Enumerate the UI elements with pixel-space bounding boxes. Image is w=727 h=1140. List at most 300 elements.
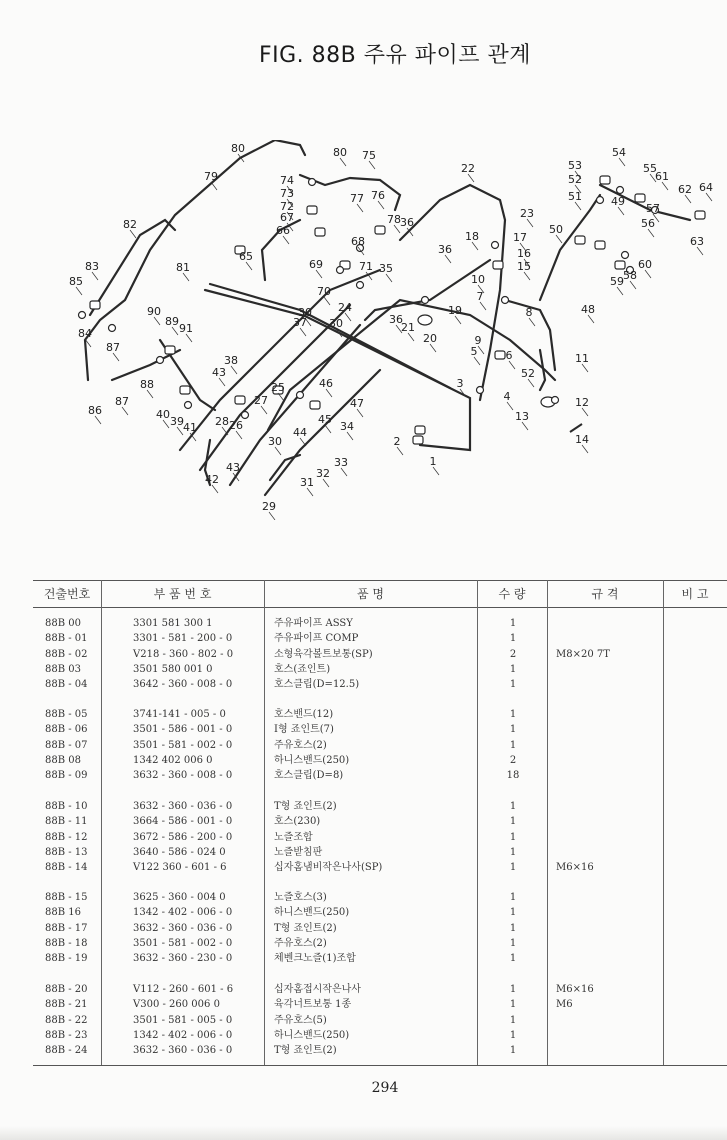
callout-label: 2 [393, 435, 401, 448]
part-name-cell: 호스밴드(12) [274, 709, 334, 720]
clip-part [617, 187, 624, 194]
callout-leader [345, 313, 351, 321]
callout-label: 63 [690, 235, 704, 248]
part-id-cell: 88B - 06 [45, 724, 88, 736]
callout-leader [706, 193, 712, 201]
table-row [33, 722, 727, 737]
callout-label: 85 [69, 275, 83, 288]
callout-leader [507, 402, 513, 410]
part-id-cell: 88B 08 [45, 754, 81, 766]
callout-label: 30 [268, 435, 282, 448]
clip-part [552, 397, 559, 404]
part-number-cell: 3301 - 581 - 200 - 0 [133, 633, 233, 645]
callout-leader [445, 255, 451, 263]
part-id-cell: 88B - 20 [45, 984, 88, 995]
callout-label: 67 [280, 211, 294, 224]
callout-leader [154, 317, 160, 325]
clip-part [477, 387, 484, 394]
callout-label: 14 [575, 433, 589, 446]
callout-leader [323, 479, 329, 487]
callout-leader [283, 236, 289, 244]
exploded-pipe-diagram [0, 140, 727, 520]
callout-label: 43 [212, 366, 226, 379]
callout-label: 54 [612, 146, 626, 159]
part-number-cell: 3632 - 360 - 230 - 0 [133, 953, 233, 965]
callout-label: 19 [448, 304, 462, 317]
qty-cell: 1 [509, 892, 517, 903]
callout-label: 88 [140, 378, 154, 391]
callout-label: 18 [465, 230, 479, 243]
clip-part [337, 267, 344, 274]
spec-cell: M6 [556, 999, 573, 1011]
clip-part [492, 242, 499, 249]
joint-part [595, 241, 605, 249]
page-number: 294 [371, 1080, 399, 1096]
callout-label: 51 [568, 190, 582, 203]
clip-part [622, 252, 629, 259]
qty-cell: 1 [509, 984, 517, 995]
part-number-cell: 3642 - 360 - 008 - 0 [133, 679, 233, 691]
part-id-cell: 88B - 19 [45, 953, 88, 965]
callout-label: 17 [513, 231, 527, 244]
part-name-cell: 육각너트보통 1종 [274, 999, 352, 1011]
callout-label: 22 [461, 162, 475, 175]
part-name-cell: 주유호스(5) [274, 1014, 327, 1026]
callout-label: 38 [224, 354, 238, 367]
callout-label: 83 [85, 260, 99, 273]
callout-label: 31 [300, 476, 314, 489]
callout-label: 46 [319, 377, 333, 390]
callout-label: 61 [655, 170, 669, 183]
screw-part [570, 424, 582, 432]
callout-label: 57 [646, 202, 660, 215]
part-id-cell: 88B - 10 [45, 801, 88, 812]
callout-leader [617, 287, 623, 295]
joint-part [375, 226, 385, 234]
callout-label: 80 [333, 146, 347, 159]
part-number-cell: 3501 - 586 - 001 - 0 [133, 724, 233, 736]
callout-leader [92, 272, 98, 280]
qty-cell: 1 [509, 999, 517, 1011]
qty-cell: 1 [509, 816, 517, 828]
callout-leader [347, 432, 353, 440]
callout-leader [219, 378, 225, 386]
callout-leader [529, 318, 535, 326]
header-qty: 수 량 [498, 587, 526, 601]
callout-leader [524, 272, 530, 280]
callout-leader [172, 327, 178, 335]
callout-leader [275, 447, 281, 455]
callout-label: 43 [226, 461, 240, 474]
clip-part [157, 357, 164, 364]
table-row [33, 1043, 727, 1058]
callout-label: 56 [641, 217, 655, 230]
clip-part [109, 325, 116, 332]
callout-label: 78 [387, 213, 401, 226]
callout-leader [575, 202, 581, 210]
part-number-cell: 3632 - 360 - 036 - 0 [133, 922, 233, 934]
callout-leader [472, 242, 478, 250]
joint-part [315, 228, 325, 236]
joint-part [695, 211, 705, 219]
callout-leader [378, 201, 384, 209]
part-id-cell: 88B - 21 [45, 999, 88, 1011]
table-row [33, 845, 727, 860]
part-id-cell: 88B - 15 [45, 892, 88, 903]
part-name-cell: 체벤크노즐(1)조합 [274, 953, 356, 965]
callout-label: 23 [520, 207, 534, 220]
part-id-cell: 88B - 02 [45, 648, 88, 660]
header-remark: 비 고 [681, 587, 709, 601]
callout-leader [697, 247, 703, 255]
callout-label: 1 [429, 455, 437, 468]
table-row [33, 662, 727, 677]
qty-cell: 1 [509, 1014, 517, 1026]
callout-leader [307, 488, 313, 496]
part-name-cell: 호스(230) [274, 816, 321, 828]
part-name-cell: 주유호스(2) [274, 937, 327, 949]
callout-leader [480, 302, 486, 310]
callout-label: 45 [318, 413, 332, 426]
joint-part [600, 176, 610, 184]
table-row [33, 738, 727, 753]
table-row [33, 616, 727, 631]
clip-part [242, 412, 249, 419]
callout-leader [122, 407, 128, 415]
callout-label: 87 [115, 395, 129, 408]
part-number-cell: 3741-141 - 005 - 0 [133, 709, 226, 720]
part-id-cell: 88B - 18 [45, 937, 88, 949]
fuel-pipe-segment [540, 350, 545, 390]
callout-leader [408, 333, 414, 341]
callout-leader [130, 230, 136, 238]
part-number-cell: 3625 - 360 - 004 0 [133, 892, 226, 903]
callout-label: 30 [298, 306, 312, 319]
callout-label: 44 [293, 426, 307, 439]
callout-label: 48 [581, 303, 595, 316]
qty-cell: 1 [509, 739, 517, 751]
callout-label: 89 [165, 315, 179, 328]
callout-label: 91 [179, 322, 193, 335]
joint-part [235, 396, 245, 404]
joint-part [307, 206, 317, 214]
callout-leader [269, 512, 275, 520]
part-id-cell: 88B - 05 [45, 709, 88, 720]
header-name: 품 명 [357, 587, 384, 601]
table-row [33, 951, 727, 966]
table-row [33, 677, 727, 692]
part-number-cell: 3501 580 001 0 [133, 663, 213, 675]
table-row [33, 799, 727, 814]
callout-label: 26 [229, 419, 243, 432]
joint-part [615, 261, 625, 269]
table-row [33, 860, 727, 875]
table-row [33, 768, 727, 783]
callout-leader [397, 447, 403, 455]
clip-part [185, 402, 192, 409]
callout-leader [163, 420, 169, 428]
callout-leader [340, 158, 346, 166]
fuel-pipe-segment [400, 185, 505, 400]
callout-label: 52 [521, 367, 535, 380]
callout-leader [341, 468, 347, 476]
callout-leader [113, 353, 119, 361]
callout-label: 71 [359, 260, 373, 273]
part-number-cell: 3501 - 581 - 002 - 0 [133, 739, 233, 751]
table-row [33, 631, 727, 646]
part-number-cell: V300 - 260 006 0 [133, 999, 220, 1011]
callout-leader [582, 408, 588, 416]
part-id-cell: 88B - 07 [45, 739, 88, 751]
qty-cell: 1 [509, 846, 517, 858]
qty-cell: 1 [509, 633, 517, 645]
part-id-cell: 88B - 11 [45, 816, 88, 828]
qty-cell: 1 [509, 724, 517, 736]
callout-label: 40 [156, 408, 170, 421]
part-id-cell: 88B - 23 [45, 1029, 88, 1041]
callout-label: 8 [525, 306, 533, 319]
part-id-cell: 88B - 01 [45, 633, 88, 645]
qty-cell: 1 [509, 663, 517, 675]
part-number-cell: 1342 402 006 0 [133, 754, 213, 766]
header-part-number: 부 품 번 호 [153, 587, 212, 601]
callout-label: 10 [471, 273, 485, 286]
part-id-cell: 88B - 09 [45, 770, 88, 782]
callout-label: 73 [280, 187, 294, 200]
callout-label: 70 [317, 285, 331, 298]
callout-label: 74 [280, 174, 294, 187]
joint-part [310, 401, 320, 409]
callout-label: 65 [239, 250, 253, 263]
spec-cell: M8×20 7T [556, 648, 610, 660]
callout-leader [325, 425, 331, 433]
table-row [33, 936, 727, 951]
callout-leader [316, 270, 322, 278]
table-row [33, 1013, 727, 1028]
table-header [33, 580, 727, 608]
header-spec: 규 격 [591, 587, 619, 601]
joint-part [415, 426, 425, 434]
callout-label: 72 [280, 200, 294, 213]
joint-part [165, 346, 175, 354]
callout-leader [357, 204, 363, 212]
clip-part [422, 297, 429, 304]
callout-leader [468, 174, 474, 182]
part-name-cell: 호스(죠인트) [274, 663, 331, 675]
part-number-cell: 3501 - 581 - 002 - 0 [133, 937, 233, 949]
callout-label: 9 [474, 334, 482, 347]
joint-part [493, 261, 503, 269]
callout-leader [324, 297, 330, 305]
callout-label: 4 [503, 390, 511, 403]
callout-leader [300, 328, 306, 336]
clip-part [357, 282, 364, 289]
callout-leader [478, 346, 484, 354]
table-row [33, 982, 727, 997]
part-number-cell: 3664 - 586 - 001 - 0 [133, 816, 233, 828]
callout-label: 86 [88, 404, 102, 417]
part-id-cell: 88B 16 [45, 907, 81, 919]
nozzle-part [418, 315, 432, 325]
part-name-cell: T형 죠인트(2) [274, 922, 337, 934]
callout-leader [556, 235, 562, 243]
callout-leader [212, 485, 218, 493]
callout-leader [261, 406, 267, 414]
clip-part [502, 297, 509, 304]
part-name-cell: T형 죠인트(2) [274, 1045, 337, 1057]
callout-label: 32 [316, 467, 330, 480]
table-row [33, 830, 727, 845]
callout-leader [662, 182, 668, 190]
clip-part [597, 197, 604, 204]
callout-label: 35 [379, 262, 393, 275]
part-id-cell: 88B 00 [45, 618, 81, 629]
qty-cell: 1 [509, 831, 517, 843]
part-name-cell: 하니스밴드(250) [274, 754, 350, 766]
callout-leader [582, 445, 588, 453]
joint-part [180, 386, 190, 394]
part-id-cell: 88B - 22 [45, 1014, 88, 1026]
callout-leader [300, 438, 306, 446]
callout-leader [246, 262, 252, 270]
callout-leader [528, 379, 534, 387]
callout-leader [648, 229, 654, 237]
callout-label: 82 [123, 218, 137, 231]
header-part-id: 건출번호 [43, 587, 91, 601]
part-number-cell: V218 - 360 - 802 - 0 [133, 648, 234, 660]
table-row [33, 707, 727, 722]
part-name-cell: 십자홈냄비작은나사(SP) [274, 862, 383, 874]
callout-leader [211, 182, 217, 190]
callout-label: 37 [293, 316, 307, 329]
callout-label: 24 [338, 301, 352, 314]
qty-cell: 1 [509, 937, 517, 949]
callout-label: 39 [170, 415, 184, 428]
callout-label: 36 [438, 243, 452, 256]
qty-cell: 1 [509, 709, 517, 720]
qty-cell: 2 [509, 754, 517, 766]
part-number-cell: 3632 - 360 - 036 - 0 [133, 801, 233, 812]
table-row [33, 753, 727, 768]
table-row [33, 997, 727, 1012]
callout-label: 6 [505, 349, 513, 362]
part-name-cell: 주유파이프 COMP [274, 633, 359, 645]
part-number-cell: 1342 - 402 - 006 - 0 [133, 1029, 233, 1041]
callout-label: 33 [334, 456, 348, 469]
part-name-cell: 호스클립(D=8) [274, 770, 344, 782]
callout-leader [619, 158, 625, 166]
callout-leader [236, 431, 242, 439]
part-id-cell: 88B 03 [45, 663, 81, 675]
callout-leader [186, 334, 192, 342]
qty-cell: 1 [509, 862, 517, 874]
part-number-cell: V122 360 - 601 - 6 [133, 862, 227, 874]
callout-label: 84 [78, 327, 92, 340]
part-number-cell: 3301 581 300 1 [133, 618, 213, 629]
part-name-cell: 노즐받침판 [274, 846, 323, 858]
qty-cell: 1 [509, 907, 517, 919]
qty-cell: 18 [506, 770, 520, 782]
callout-label: 80 [231, 142, 245, 155]
clip-part [297, 392, 304, 399]
table-row [33, 890, 727, 905]
part-number-cell: 3672 - 586 - 200 - 0 [133, 831, 233, 843]
callout-label: 62 [678, 183, 692, 196]
callout-label: 36 [400, 216, 414, 229]
part-id-cell: 88B - 24 [45, 1045, 88, 1057]
figure-title: FIG. 88B 주유 파이프 관계 [258, 43, 531, 68]
callout-leader [522, 422, 528, 430]
qty-cell: 1 [509, 801, 517, 812]
part-name-cell: 노즐조합 [274, 831, 313, 843]
callout-leader [588, 315, 594, 323]
callout-label: 29 [262, 500, 276, 513]
callout-label: 21 [401, 321, 415, 334]
callout-leader [433, 467, 439, 475]
callout-leader [685, 195, 691, 203]
qty-cell: 1 [509, 679, 517, 691]
callout-leader [430, 344, 436, 352]
callout-leader [231, 366, 237, 374]
callout-leader [630, 281, 636, 289]
callout-label: 7 [476, 290, 484, 303]
callout-leader [95, 416, 101, 424]
part-number-cell: 1342 - 402 - 006 - 0 [133, 907, 233, 919]
part-name-cell: 주유호스(2) [274, 739, 327, 751]
callout-leader [645, 270, 651, 278]
part-number-cell: 3632 - 360 - 008 - 0 [133, 770, 233, 782]
callout-label: 59 [610, 275, 624, 288]
part-id-cell: 88B - 17 [45, 922, 88, 934]
part-id-cell: 88B - 14 [45, 862, 88, 874]
table-row [33, 921, 727, 936]
callout-label: 5 [470, 345, 478, 358]
part-name-cell: 호스클립(D=12.5) [274, 679, 360, 691]
part-id-cell: 88B - 04 [45, 679, 88, 691]
callout-label: 53 [568, 159, 582, 172]
clip-part [309, 179, 316, 186]
callout-label: 90 [147, 305, 161, 318]
callout-label: 36 [389, 313, 403, 326]
part-name-cell: 노즐호스(3) [274, 892, 327, 903]
callout-label: 16 [517, 247, 531, 260]
callout-leader [357, 409, 363, 417]
joint-part [575, 236, 585, 244]
callout-leader [582, 364, 588, 372]
callout-leader [76, 287, 82, 295]
qty-cell: 1 [509, 1045, 517, 1057]
callout-leader [509, 361, 515, 369]
part-name-cell: T형 죠인트(2) [274, 801, 337, 812]
callout-label: 28 [215, 415, 229, 428]
callout-label: 12 [575, 396, 589, 409]
callout-label: 60 [638, 258, 652, 271]
callout-label: 42 [205, 473, 219, 486]
callout-label: 55 [643, 162, 657, 175]
part-number-cell: 3501 - 581 - 005 - 0 [133, 1014, 233, 1026]
callout-label: 27 [254, 394, 268, 407]
table-row [33, 647, 727, 662]
part-id-cell: 88B - 13 [45, 846, 88, 858]
part-number-cell: 3632 - 360 - 036 - 0 [133, 1045, 233, 1057]
callout-label: 41 [183, 421, 197, 434]
fuel-pipe-segment [540, 195, 600, 300]
callout-label: 76 [371, 189, 385, 202]
qty-cell: 1 [509, 1029, 517, 1041]
callout-label: 20 [423, 332, 437, 345]
part-name-cell: 주유파이프 ASSY [274, 618, 353, 629]
callout-label: 69 [309, 258, 323, 271]
